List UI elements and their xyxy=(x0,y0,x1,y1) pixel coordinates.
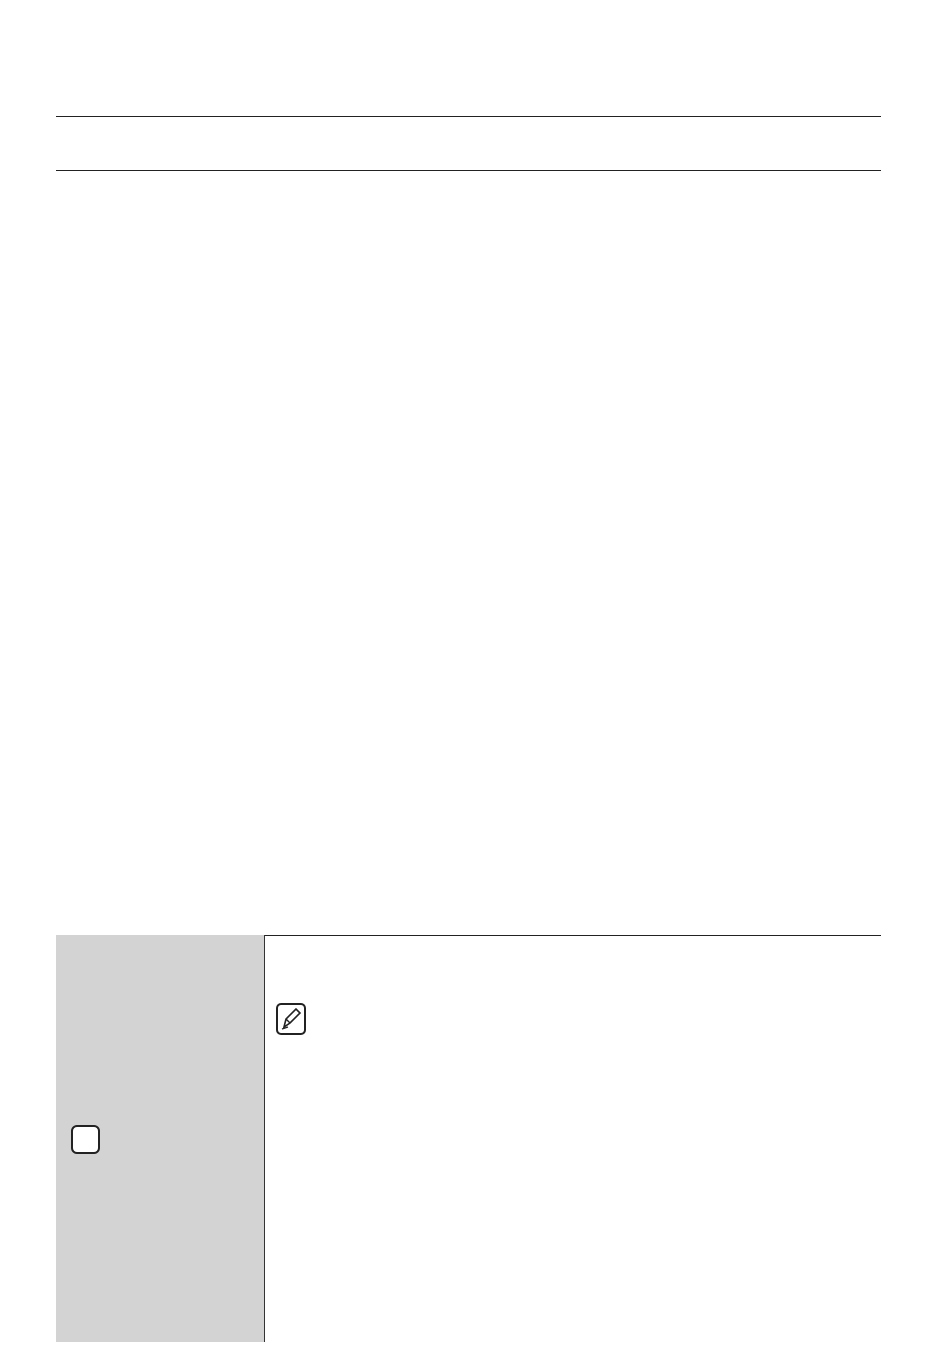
note-icon xyxy=(276,1003,306,1035)
callout-box xyxy=(71,1125,100,1154)
header-rule xyxy=(56,170,881,171)
table-sidebar xyxy=(56,935,265,1342)
top-rule xyxy=(56,116,881,117)
description-table xyxy=(56,935,881,1342)
